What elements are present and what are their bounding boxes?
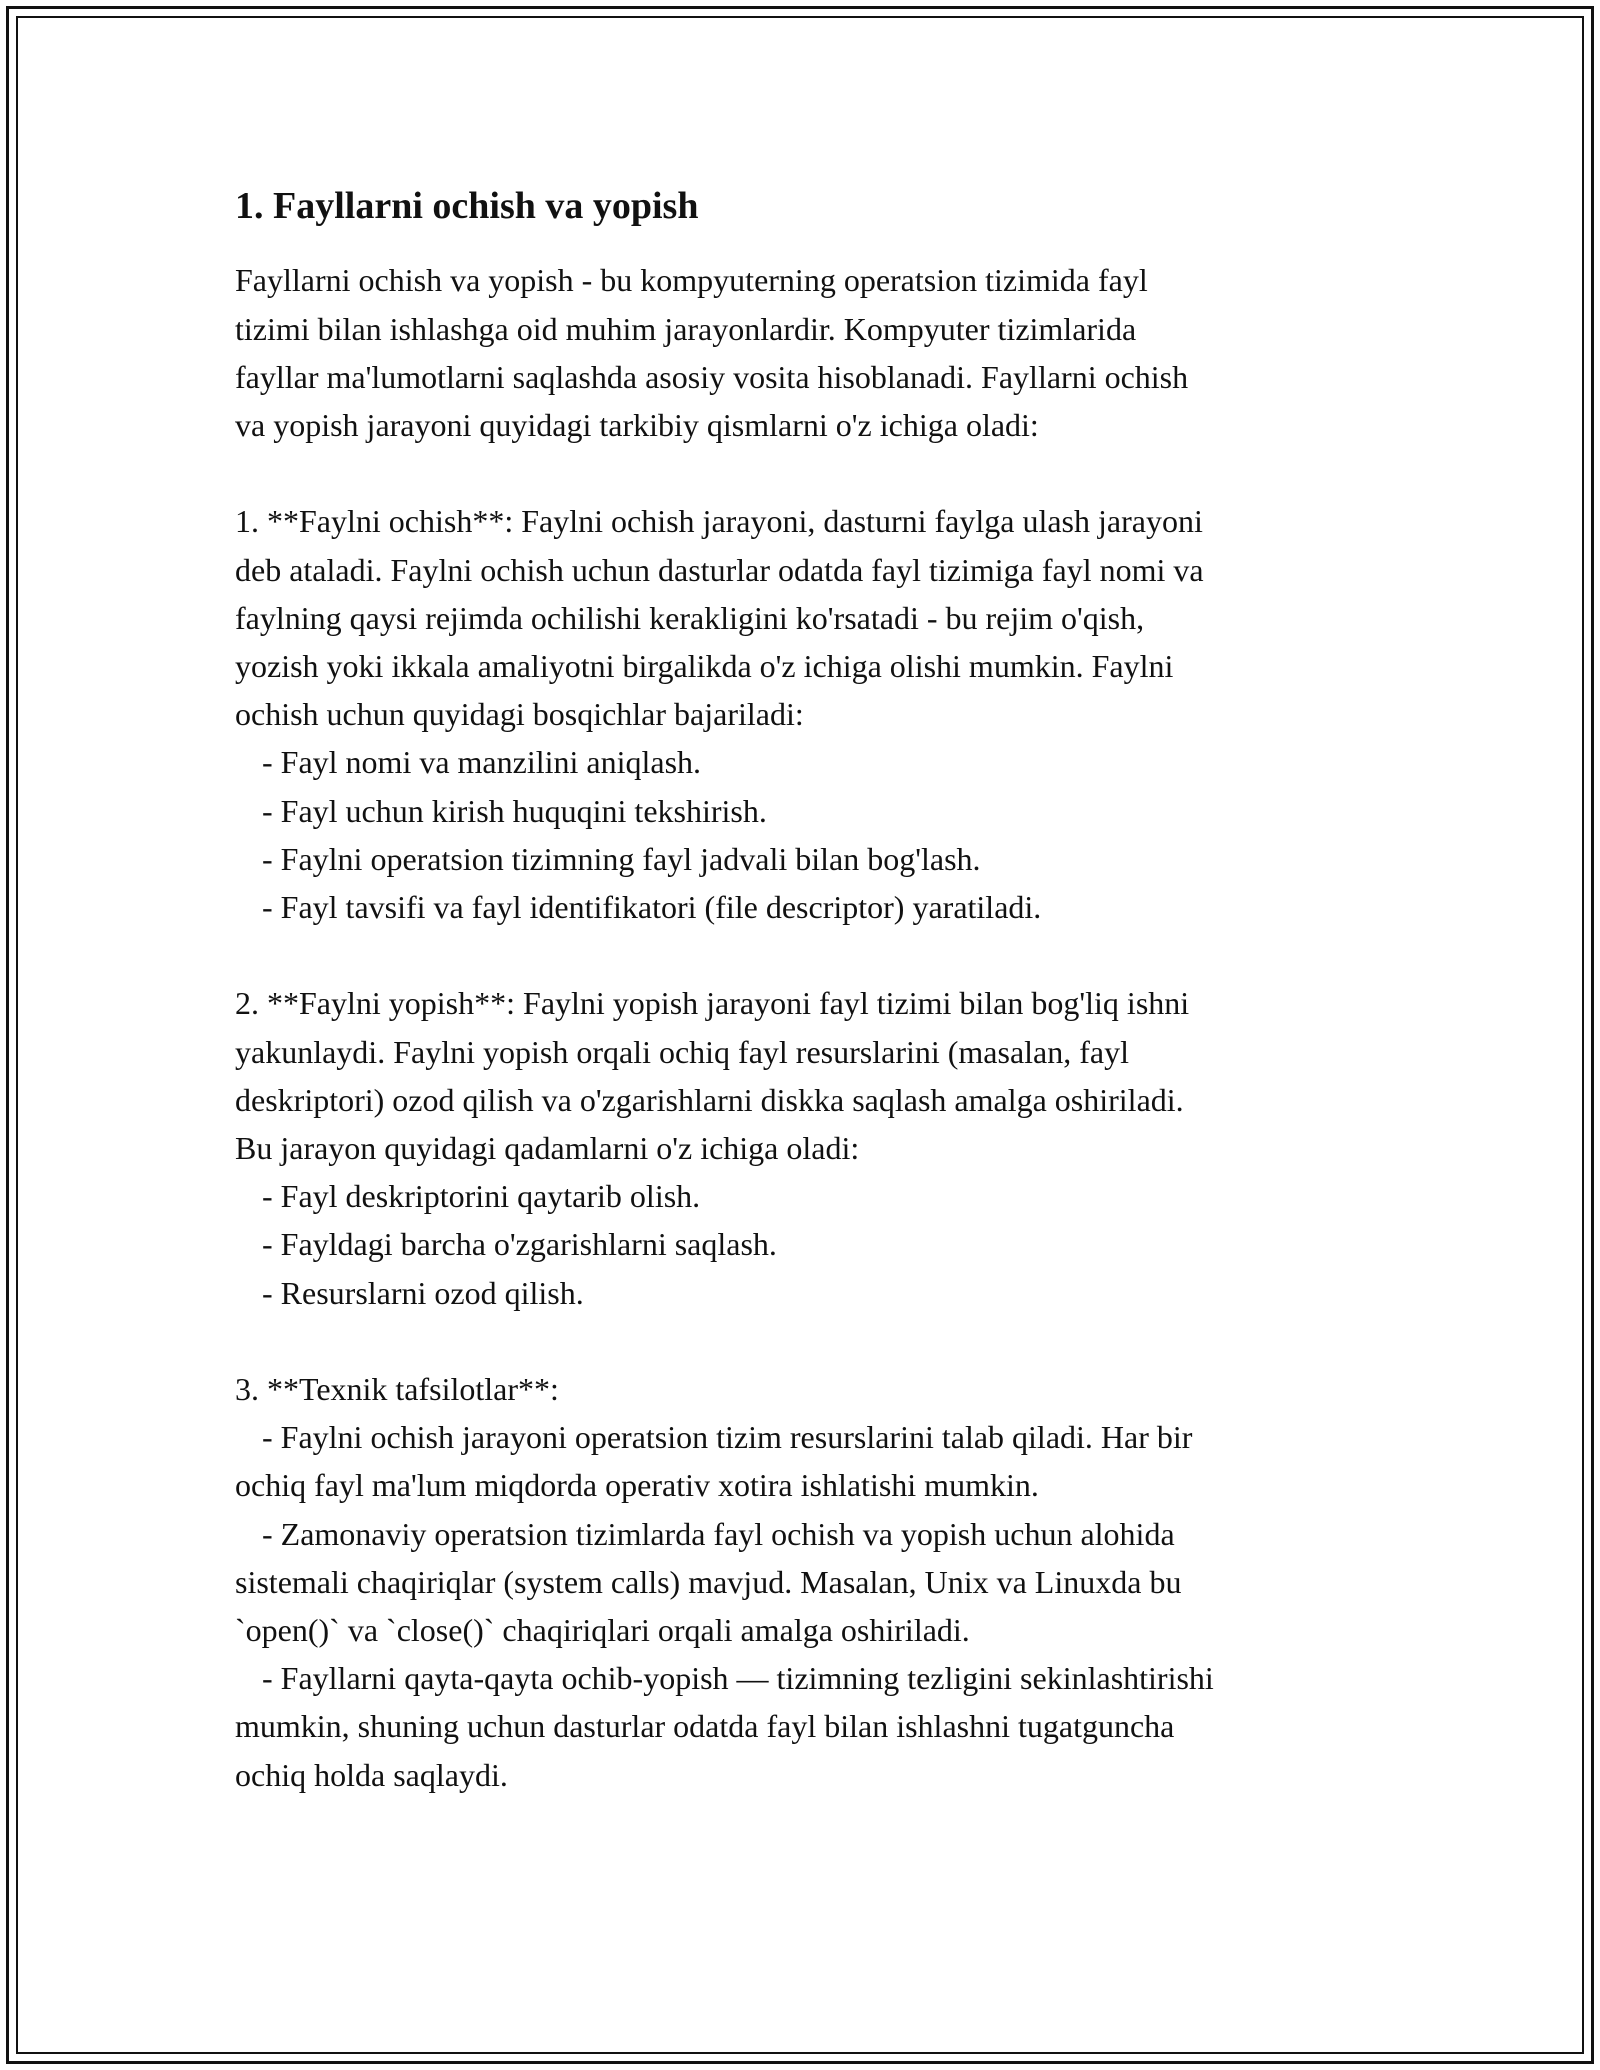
list-item: - Fayl deskriptorini qaytarib olish. (262, 1178, 701, 1215)
section-lead: 2. **Faylni yopish**: Faylni yopish jarayoni fayl tizimi bilan bog'liq ishni yakunlaydi. Faylni yopish orqali ochiq fayl resurslarini (masalan, fayl deskriptori) ozod qilish va o'zgarishlarni diskka saqlash amalga oshiriladi. Bu jarayon quyidagi qadamlarni o'z ichiga oladi: (235, 985, 1190, 1167)
list-item: - Faylni ochish jarayoni operatsion tizim resurslarini talab qiladi. Har bir ochiq fayl ma'lum miqdorda operativ xotira ishlatishi mumkin. (235, 1419, 1193, 1504)
list-item: - Fayl uchun kirish huquqini tekshirish. (262, 792, 767, 829)
section-lead: 3. **Texnik tafsilotlar**: (235, 1371, 559, 1408)
paragraph-gap (235, 449, 1365, 497)
section-closing (235, 979, 1365, 1316)
list-item: - Zamonaviy operatsion tizimlarda fayl ochish va yopish uchun alohida sistemali chaqiriqlar (system calls) mavjud. Masalan, Unix va Linuxda bu `open()` va `close()` chaqiriqlari orqali amalga oshiriladi. (235, 1515, 1182, 1649)
section-opening (235, 497, 1365, 931)
list-item: - Fayl nomi va manzilini aniqlash. (262, 744, 702, 781)
document-body (235, 182, 1365, 1799)
paragraph-gap (235, 931, 1365, 979)
list-item: - Fayllarni qayta-qayta ochib-yopish — tizimning tezligini sekinlashtirishi mumkin, shuning uchun dasturlar odatda fayl bilan ishlashni tugatguncha ochiq holda saqlaydi. (235, 1660, 1214, 1793)
list-item: - Resurslarni ozod qilish. (262, 1274, 584, 1311)
document-heading: 1. Fayllarni ochish va yopish (235, 185, 699, 227)
list-item: - Fayldagi barcha o'zgarishlarni saqlash. (262, 1226, 777, 1263)
section-lead: 1. **Faylni ochish**: Faylni ochish jarayoni, dasturni faylga ulash jarayoni deb ataladi. Faylni ochish uchun dasturlar odatda fayl tizimiga fayl nomi va faylning qaysi rejimda ochilishi kerakligini ko'rsatadi - bu rejim o'qish, yozish yoki ikkala amaliyotni birgalikda o'z ichiga olishi mumkin. Faylni ochish uchun quyidagi bosqichlar bajariladi: (235, 503, 1204, 733)
intro-paragraph: Fayllarni ochish va yopish - bu kompyuterning operatsion tizimida fayl tizimi bilan ishlashga oid muhim jarayonlardir. Kompyuter tizimlarida fayllar ma'lumotlarni saqlashda asosiy vosita hisoblanadi. Fayllarni ochish va yopish jarayoni quyidagi tarkibiy qismlarni o'z ichiga oladi: (235, 262, 1189, 443)
list-item: - Fayl tavsifi va fayl identifikatori (file descriptor) yaratiladi. (262, 889, 1042, 926)
list-item: - Faylni operatsion tizimning fayl jadvali bilan bog'lash. (262, 840, 981, 877)
section-technical (235, 1365, 1365, 1799)
paragraph-gap (235, 1317, 1365, 1365)
